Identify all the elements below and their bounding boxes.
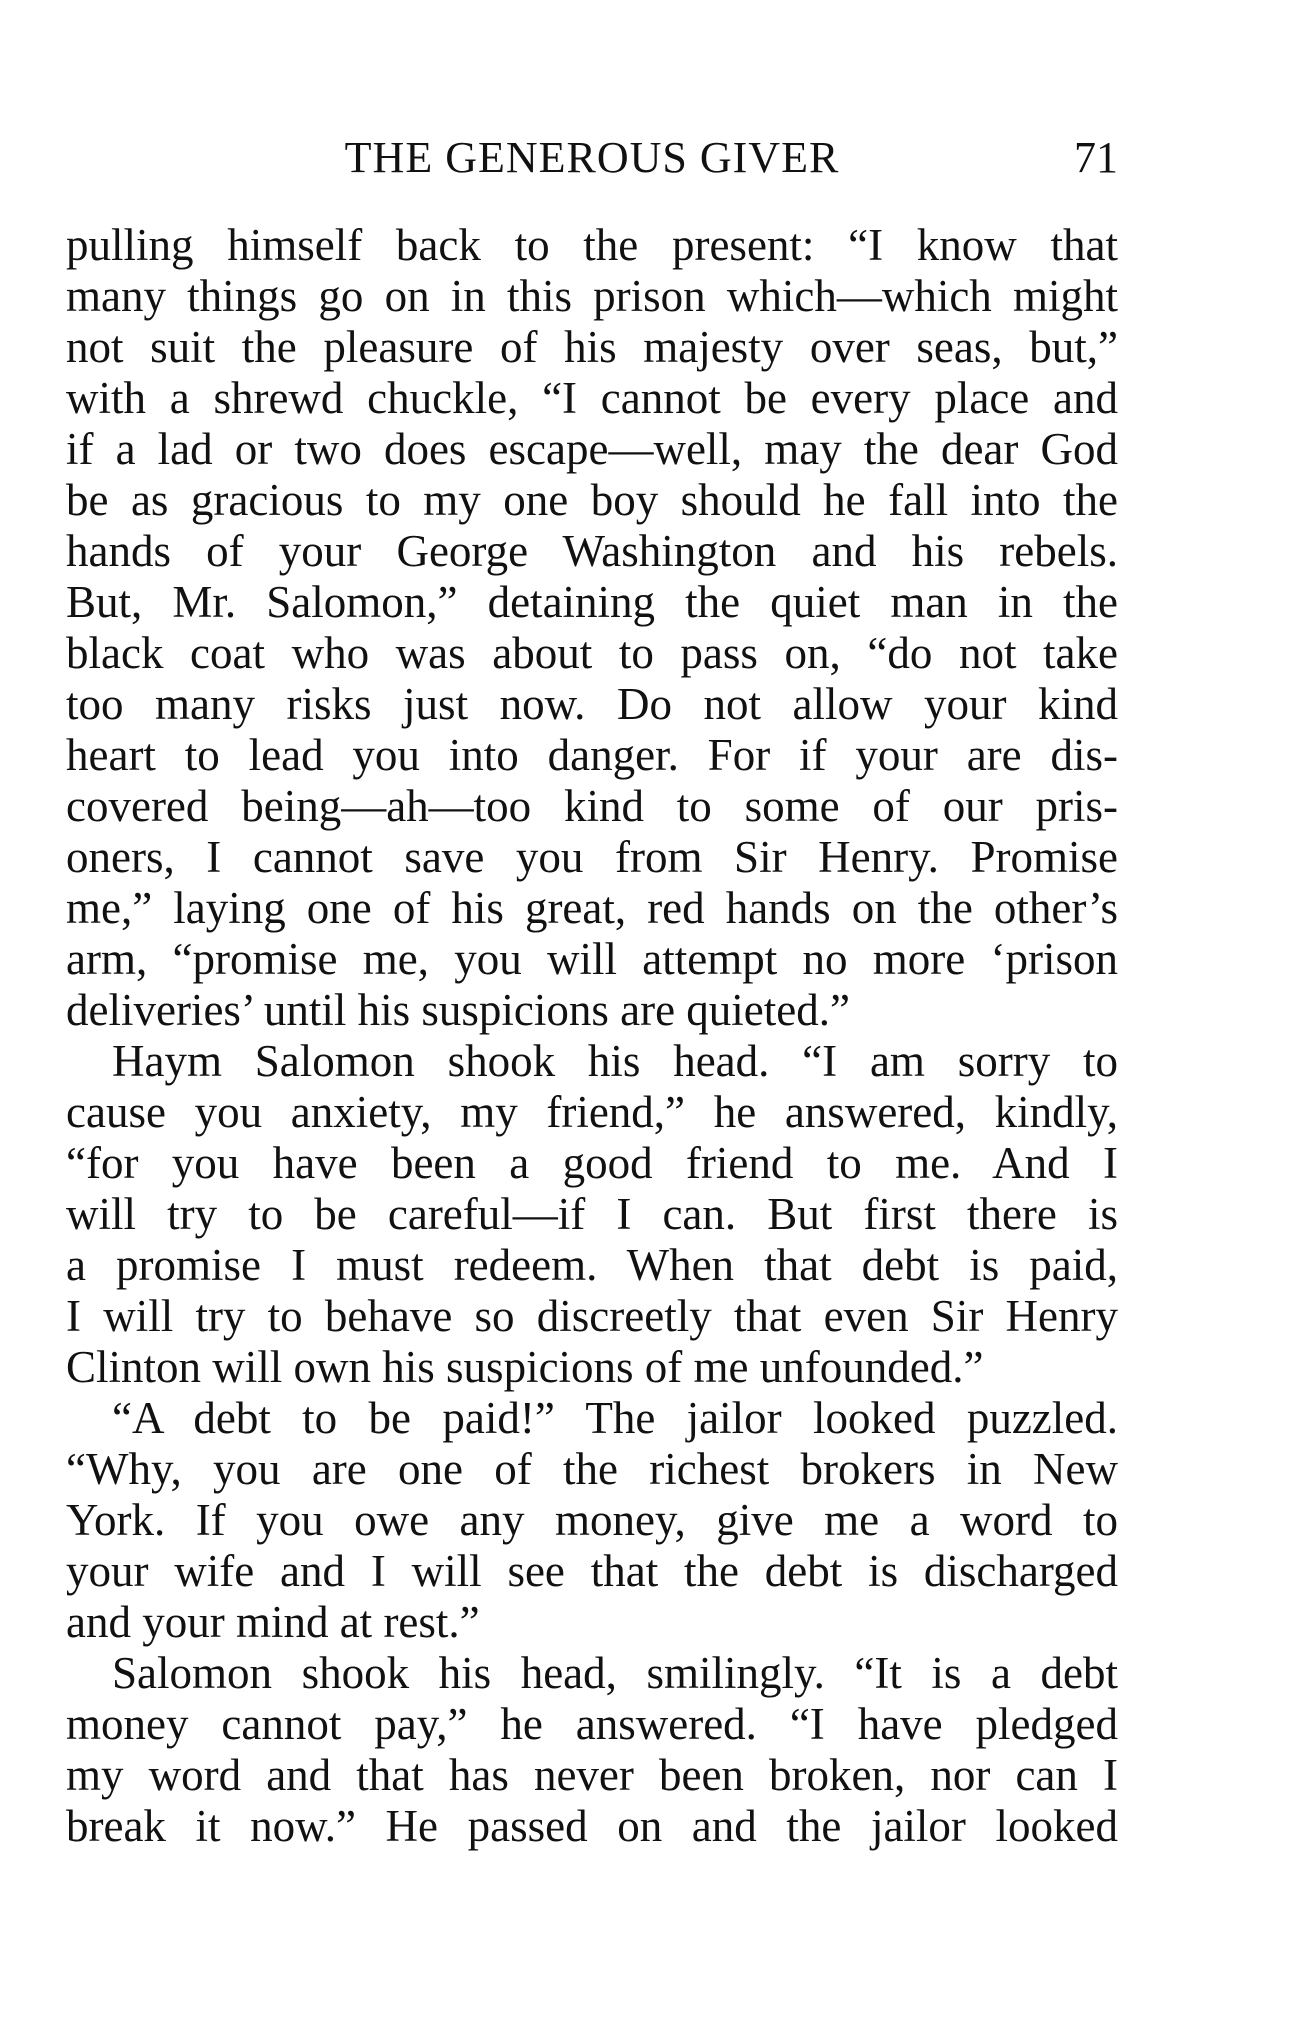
text-line: Haym Salomon shook his head. “I am sorry to (112, 1036, 1118, 1086)
text-line: my word and that has never been broken, nor can I (66, 1750, 1118, 1800)
text-line: not suit the pleasure of his majesty over seas, but,” (66, 322, 1118, 372)
text-line: a promise I must redeem. When that debt is paid, (66, 1240, 1118, 1290)
text-line: I will try to behave so discreetly that even Sir Henry (66, 1291, 1118, 1341)
text-line: will try to be careful—if I can. But first there is (66, 1189, 1118, 1239)
text-line: be as gracious to my one boy should he fall into the (66, 475, 1118, 525)
text-line: heart to lead you into danger. For if your are dis- (66, 730, 1118, 780)
text-line: many things go on in this prison which—which might (66, 271, 1118, 321)
text-line: break it now.” He passed on and the jailor looked (66, 1801, 1118, 1851)
text-line: York. If you owe any money, give me a word to (66, 1495, 1118, 1545)
text-line: arm, “promise me, you will attempt no more ‘prison (66, 934, 1118, 984)
text-line: Salomon shook his head, smilingly. “It is a debt (112, 1648, 1118, 1698)
running-head (66, 128, 1118, 188)
text-line: money cannot pay,” he answered. “I have pledged (66, 1699, 1118, 1749)
text-line: “Why, you are one of the richest brokers in New (66, 1444, 1118, 1494)
text-line: covered being—ah—too kind to some of our pris- (66, 781, 1118, 831)
text-line: too many risks just now. Do not allow your kind (66, 679, 1118, 729)
text-line: me,” laying one of his great, red hands on the other’s (66, 883, 1118, 933)
text-line: black coat who was about to pass on, “do not take (66, 628, 1118, 678)
text-line: But, Mr. Salomon,” detaining the quiet man in the (66, 577, 1118, 627)
body-text (66, 220, 1118, 1852)
chapter-title: THE GENEROUS GIVER (344, 133, 840, 182)
text-line: “for you have been a good friend to me. And I (66, 1138, 1118, 1188)
text-line: your wife and I will see that the debt is discharged (66, 1546, 1118, 1596)
text-line: pulling himself back to the present: “I know that (66, 220, 1118, 270)
text-line: “A debt to be paid!” The jailor looked puzzled. (112, 1393, 1118, 1443)
page-number: 71 (1074, 133, 1118, 182)
text-line: oners, I cannot save you from Sir Henry. Promise (66, 832, 1118, 882)
text-line: deliveries’ until his suspicions are quieted.” (66, 985, 850, 1035)
text-line: hands of your George Washington and his rebels. (66, 526, 1118, 576)
text-line: and your mind at rest.” (66, 1597, 480, 1647)
text-line: cause you anxiety, my friend,” he answered, kindly, (66, 1087, 1118, 1137)
text-line: with a shrewd chuckle, “I cannot be every place and (66, 373, 1118, 423)
text-line: Clinton will own his suspicions of me unfounded.” (66, 1342, 984, 1392)
text-line: if a lad or two does escape—well, may the dear God (66, 424, 1118, 474)
